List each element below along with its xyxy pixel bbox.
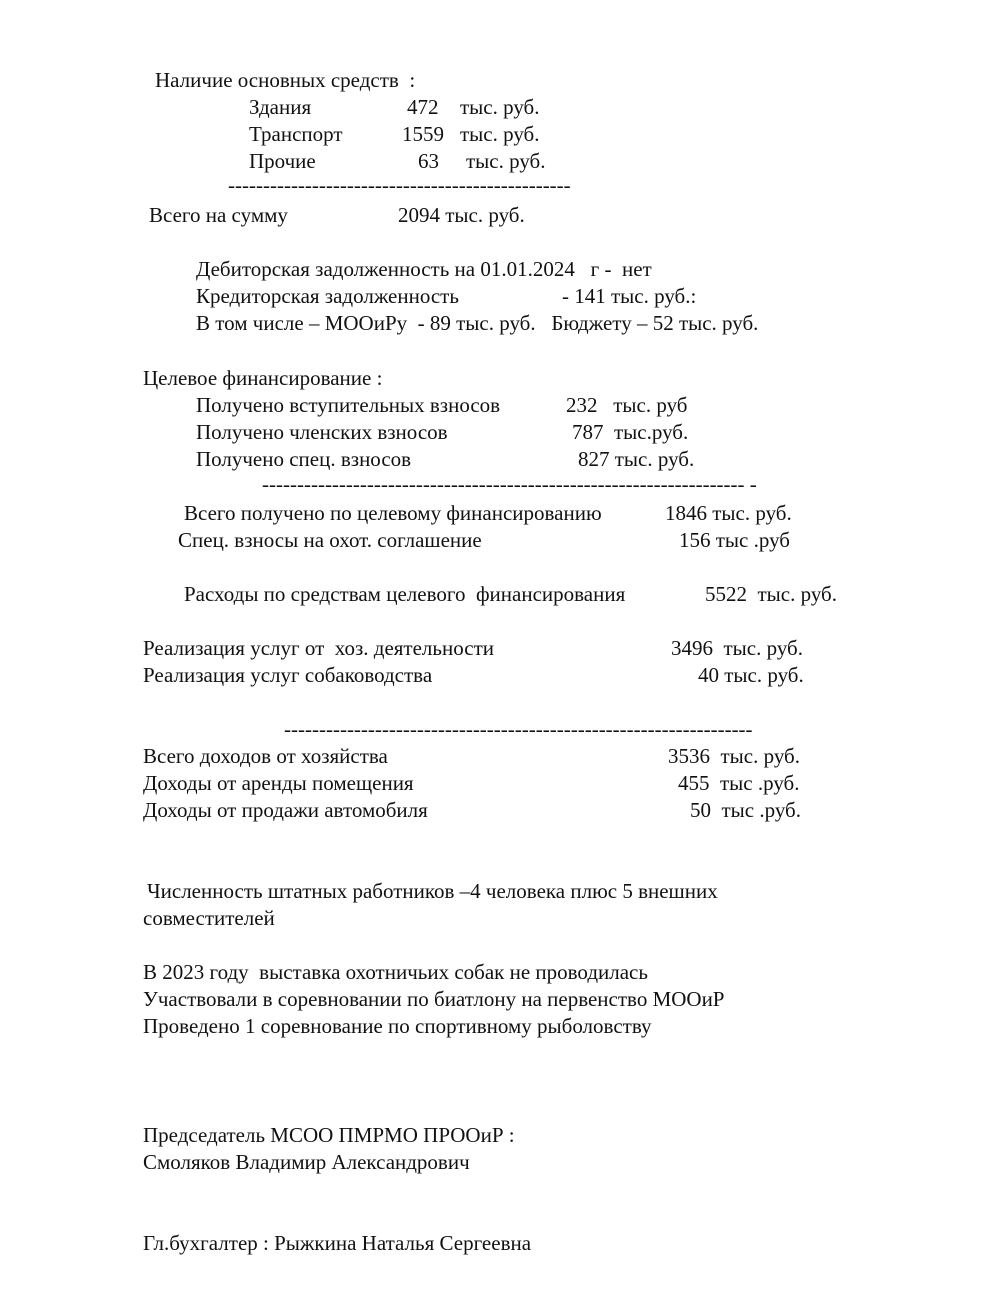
asset-unit-buildings: тыс. руб. [460,95,540,119]
assets-heading: Наличие основных средств : [155,68,416,92]
assets-total-value: 2094 тыс. руб. [398,203,525,227]
assets-total-label: Всего на сумму [149,203,288,227]
financing-divider: --------------------------------------------------------------------- - [262,474,757,495]
special-fees-value: 156 тыс .руб [679,528,790,552]
financing-label-member: Получено членских взносов [196,420,448,444]
asset-unit-transport: тыс. руб. [460,122,540,146]
event-line: Проведено 1 соревнование по спортивному рыболовству [143,1014,652,1038]
asset-value-transport: 1559 [402,122,444,146]
event-line: В 2023 году выставка охотничьих собак не проводилась [143,960,648,984]
asset-value-other: 63 [418,149,439,173]
asset-label-buildings: Здания [249,95,312,119]
asset-value-buildings: 472 [407,95,439,119]
chairman-title: Председатель МСОО ПМРМО ПРООиР : [143,1123,515,1147]
financing-label-entry: Получено вступительных взносов [196,393,501,417]
asset-label-transport: Транспорт [249,122,343,146]
income-total-label: Всего доходов от хозяйства [143,744,388,768]
staff-line-2: совместителей [143,906,275,930]
rent-income-value: 455 тыс .руб. [678,771,800,795]
car-sale-value: 50 тыс .руб. [690,798,801,822]
asset-unit-other: тыс. руб. [466,149,546,173]
asset-label-other: Прочие [249,149,316,173]
income-value-business: 3496 тыс. руб. [671,636,803,660]
financing-label-special: Получено спец. взносов [196,447,412,471]
payable-label: Кредиторская задолженность [196,284,459,308]
payable-value: - 141 тыс. руб.: [562,284,697,308]
chairman-name: Смоляков Владимир Александрович [143,1150,470,1174]
income-label-dogs: Реализация услуг собаководства [143,663,433,687]
expenses-value: 5522 тыс. руб. [705,582,837,606]
assets-divider: ------------------------------------------------- [228,175,571,196]
income-divider: ------------------------------------------------------------------- [284,719,753,740]
expenses-label: Расходы по средствам целевого финансирования [184,582,626,606]
income-total-value: 3536 тыс. руб. [668,744,800,768]
financing-total-value: 1846 тыс. руб. [665,501,792,525]
financing-value-entry: 232 тыс. руб [566,393,688,417]
car-sale-label: Доходы от продажи автомобиля [143,798,428,822]
receivable-line: Дебиторская задолженность на 01.01.2024 г - нет [196,257,652,281]
special-fees-label: Спец. взносы на охот. соглашение [178,528,482,552]
staff-line-1: Численность штатных работников –4 человека плюс 5 внешних [147,879,718,903]
rent-income-label: Доходы от аренды помещения [143,771,414,795]
income-label-business: Реализация услуг от хоз. деятельности [143,636,494,660]
payable-breakdown: В том числе – МООиРу - 89 тыс. руб. Бюджету – 52 тыс. руб. [196,311,759,335]
financing-total-label: Всего получено по целевому финансированию [184,501,602,525]
accountant-line: Гл.бухгалтер : Рыжкина Наталья Сергеевна [143,1231,532,1255]
income-value-dogs: 40 тыс. руб. [698,663,804,687]
target-financing-heading: Целевое финансирование : [143,366,383,390]
financing-value-special: 827 тыс. руб. [578,447,695,471]
financing-value-member: 787 тыс.руб. [572,420,689,444]
event-line: Участвовали в соревновании по биатлону на первенство МООиР [143,987,725,1011]
